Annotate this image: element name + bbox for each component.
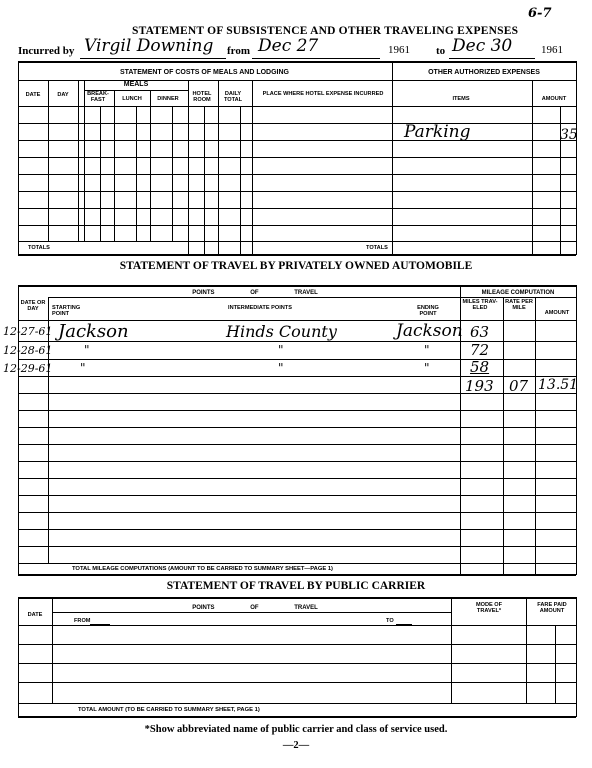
other-section-title: OTHER AUTHORIZED EXPENSES xyxy=(428,69,540,76)
carrier-col-fare: FARE PAID AMOUNT xyxy=(537,602,567,614)
year-1: 1961 xyxy=(388,44,410,56)
auto-col-amount: AMOUNT xyxy=(544,310,570,316)
col-amount: AMOUNT xyxy=(541,96,567,102)
incurred-by-label: Incurred by xyxy=(18,45,75,57)
auto-points-header: POINTS OF TRAVEL xyxy=(192,290,318,296)
auto-footer: TOTAL MILEAGE COMPUTATIONS (AMOUNT TO BE CARRIED TO SUMMARY SHEET—PAGE 1) xyxy=(72,566,333,572)
col-hotel-room: HOTEL ROOM xyxy=(192,91,212,103)
col-daily-total: DAILY TOTAL xyxy=(223,91,243,103)
auto-row-intermediate[interactable]: " xyxy=(278,343,284,357)
auto-row-date[interactable]: 12-29-61 xyxy=(3,362,53,375)
carrier-footer: TOTAL AMOUNT (TO BE CARRIED TO SUMMARY SHEET, PAGE 1) xyxy=(78,707,260,713)
auto-row-miles[interactable]: 58 xyxy=(470,358,490,376)
carrier-col-mode: MODE OF TRAVEL* xyxy=(475,602,503,614)
form-title: STATEMENT OF SUBSISTENCE AND OTHER TRAVELING EXPENSES xyxy=(132,25,519,37)
other-amount-1[interactable]: 35 xyxy=(560,127,578,143)
auto-row-intermediate[interactable]: " xyxy=(278,361,284,375)
col-dinner: DINNER xyxy=(157,96,179,102)
carrier-points-header: POINTS OF TRAVEL xyxy=(192,605,318,611)
auto-section-title: STATEMENT OF TRAVEL BY PRIVATELY OWNED AUTOMOBILE xyxy=(119,260,473,272)
auto-row-start[interactable]: Jackson xyxy=(58,321,129,342)
auto-row-end[interactable]: " xyxy=(424,343,430,357)
to-value[interactable]: Dec 30 xyxy=(452,36,513,56)
auto-col-rate: RATE PER MILE xyxy=(505,299,533,311)
auto-col-intermediate: INTERMEDIATE POINTS xyxy=(228,305,292,311)
auto-row-start[interactable]: " xyxy=(80,361,86,375)
col-items: ITEMS xyxy=(452,96,470,102)
to-label: to xyxy=(436,45,446,57)
meals-section-title: STATEMENT OF COSTS OF MEALS AND LODGING xyxy=(119,69,290,76)
page-number: —2— xyxy=(282,740,310,751)
auto-row-miles[interactable]: 72 xyxy=(470,341,490,359)
auto-col-date: DATE OR DAY xyxy=(20,300,46,312)
col-breakfast: BREAK-FAST xyxy=(87,91,109,103)
col-lunch: LUNCH xyxy=(122,96,142,102)
auto-row-date[interactable]: 12-28-61 xyxy=(3,344,53,357)
auto-total-amount[interactable]: 13.51 xyxy=(538,377,579,393)
totals-left: TOTALS xyxy=(28,245,50,251)
carrier-to-label: TO xyxy=(386,618,394,624)
auto-total-miles[interactable]: 193 xyxy=(465,377,494,395)
corner-mark: 6-7 xyxy=(528,6,552,21)
totals-right: TOTALS xyxy=(366,245,388,251)
footnote: *Show abbreviated name of public carrier and class of service used. xyxy=(144,724,448,735)
mileage-header: MILEAGE COMPUTATION xyxy=(481,290,555,296)
auto-total-rate[interactable]: 07 xyxy=(509,377,529,395)
auto-col-start: STARTING POINT xyxy=(52,305,81,317)
from-value[interactable]: Dec 27 xyxy=(258,36,319,56)
carrier-section-title: STATEMENT OF TRAVEL BY PUBLIC CARRIER xyxy=(166,580,426,592)
auto-row-intermediate[interactable]: Hinds County xyxy=(226,322,337,341)
incurred-by-value[interactable]: Virgil Downing xyxy=(84,36,214,56)
col-place: PLACE WHERE HOTEL EXPENSE INCURRED xyxy=(262,91,384,97)
carrier-col-date: DATE xyxy=(27,612,43,618)
auto-row-miles[interactable]: 63 xyxy=(470,323,490,341)
auto-col-end: ENDING POINT xyxy=(417,305,439,317)
auto-col-miles: MILES TRAV-ELED xyxy=(462,299,498,311)
other-item-1[interactable]: Parking xyxy=(404,122,471,142)
auto-row-start[interactable]: " xyxy=(84,343,90,357)
col-day: DAY xyxy=(57,92,69,98)
from-label: from xyxy=(227,45,251,57)
meals-label: MEALS xyxy=(123,81,149,88)
year-2: 1961 xyxy=(541,44,563,56)
auto-row-date[interactable]: 12-27-61 xyxy=(3,325,53,338)
auto-row-end[interactable]: Jackson xyxy=(396,321,463,341)
auto-row-end[interactable]: " xyxy=(424,361,430,375)
col-date: DATE xyxy=(25,92,41,98)
carrier-from-label: FROM xyxy=(74,618,91,624)
